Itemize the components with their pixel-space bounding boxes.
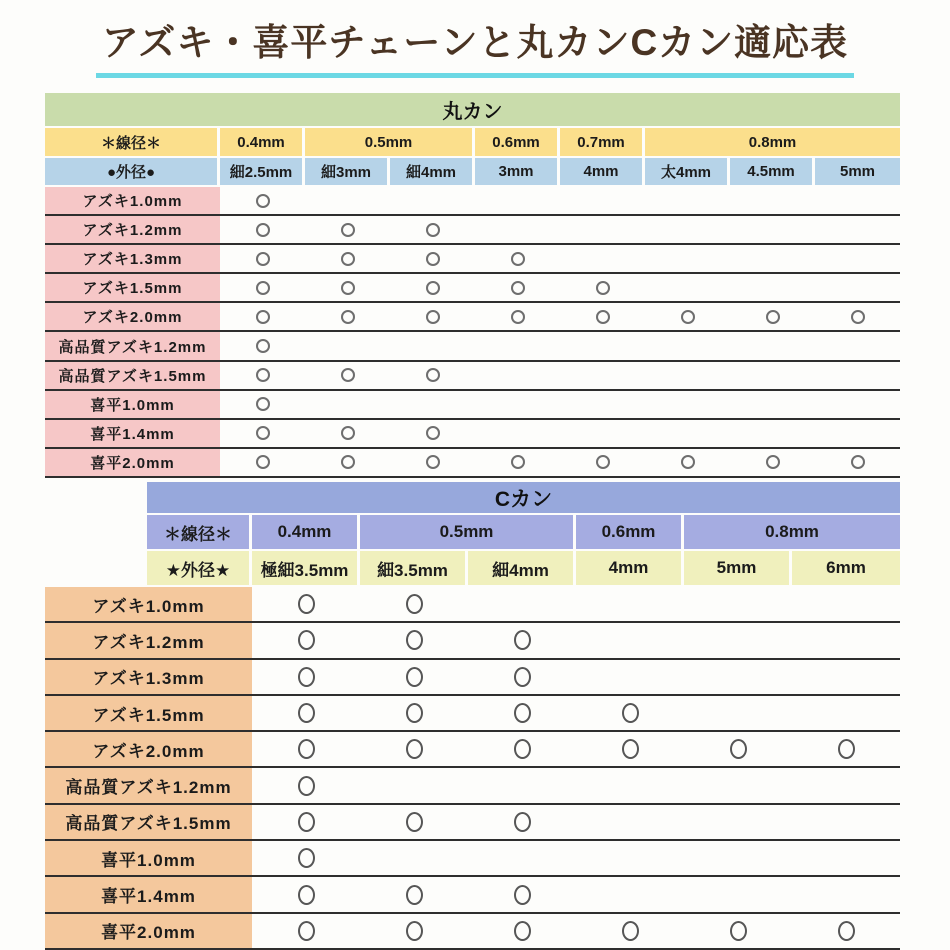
compat-cell (576, 660, 684, 694)
compatible-circle-icon (426, 368, 440, 382)
row-label: 高品質アズキ1.5mm (45, 362, 220, 389)
compatible-circle-icon (426, 310, 440, 324)
table-row (45, 805, 900, 841)
compat-cell (560, 303, 645, 330)
compat-cell (360, 877, 468, 911)
compat-cell (730, 332, 815, 359)
wire-size-cell: 0.4mm (220, 128, 305, 156)
table-row (45, 696, 900, 732)
compat-cell (730, 420, 815, 447)
table-row (45, 245, 900, 274)
compat-cell (468, 696, 576, 730)
compat-cell (360, 732, 468, 766)
compatible-circle-icon (256, 223, 270, 237)
compat-cell (792, 805, 900, 839)
compat-cell (684, 877, 792, 911)
compat-cell (645, 303, 730, 330)
compatible-circle-icon (426, 426, 440, 440)
compat-cell (390, 332, 475, 359)
compatible-circle-icon (838, 739, 855, 759)
compatible-circle-icon (298, 630, 315, 650)
compat-cell (792, 732, 900, 766)
row-label: アズキ1.2mm (45, 623, 252, 657)
compat-cell (815, 216, 900, 243)
compat-cell (560, 274, 645, 301)
compat-cell (815, 362, 900, 389)
compat-cell (560, 420, 645, 447)
compat-cell (475, 449, 560, 476)
compat-cell (360, 805, 468, 839)
compat-cell (560, 187, 645, 214)
row-label: アズキ1.5mm (45, 274, 220, 301)
compatible-circle-icon (406, 630, 423, 650)
compatible-circle-icon (596, 455, 610, 469)
compatible-circle-icon (622, 921, 639, 941)
row-label: アズキ1.3mm (45, 660, 252, 694)
compat-cell (815, 420, 900, 447)
compatible-circle-icon (838, 921, 855, 941)
compat-cell (360, 623, 468, 657)
compat-cell (815, 274, 900, 301)
row-label: 喜平2.0mm (45, 449, 220, 476)
row-label: 喜平1.0mm (45, 841, 252, 875)
compat-cell (730, 274, 815, 301)
compat-cell (360, 587, 468, 621)
compat-cell (305, 274, 390, 301)
row-label: アズキ1.0mm (45, 187, 220, 214)
compat-cell (730, 449, 815, 476)
compat-cell (792, 914, 900, 948)
compat-cell (645, 332, 730, 359)
row-label: 高品質アズキ1.2mm (45, 768, 252, 802)
compat-cell (684, 732, 792, 766)
compat-cell (475, 216, 560, 243)
compatible-circle-icon (511, 310, 525, 324)
compat-cell (305, 245, 390, 272)
compatible-circle-icon (511, 252, 525, 266)
row-label: 高品質アズキ1.5mm (45, 805, 252, 839)
table-row (45, 420, 900, 449)
compatible-circle-icon (256, 252, 270, 266)
od-size-cell: 4.5mm (730, 158, 815, 185)
compat-cell (684, 587, 792, 621)
row-label: 喜平2.0mm (45, 914, 252, 948)
compat-cell (576, 877, 684, 911)
table-row (45, 274, 900, 303)
compatible-circle-icon (730, 921, 747, 941)
compat-cell (792, 660, 900, 694)
compat-cell (220, 332, 305, 359)
compatible-circle-icon (511, 281, 525, 295)
od-size-cell: 5mm (815, 158, 900, 185)
compat-cell (475, 187, 560, 214)
row-label: アズキ1.0mm (45, 587, 252, 621)
compat-cell (305, 332, 390, 359)
table-row (45, 660, 900, 696)
compat-cell (792, 877, 900, 911)
compat-cell (390, 274, 475, 301)
compatible-circle-icon (406, 812, 423, 832)
compat-cell (475, 303, 560, 330)
compat-cell (684, 696, 792, 730)
row-label: アズキ2.0mm (45, 303, 220, 330)
outer-diameter-header-row (147, 551, 900, 587)
compat-cell (360, 841, 468, 875)
compat-cell (252, 914, 360, 948)
table-title: Cカン (147, 482, 900, 515)
compatible-circle-icon (298, 848, 315, 868)
compat-cell (475, 391, 560, 418)
compat-cell (252, 587, 360, 621)
od-size-cell: 細4mm (390, 158, 475, 185)
compat-cell (576, 623, 684, 657)
compatible-circle-icon (341, 252, 355, 266)
table-row (45, 914, 900, 950)
compat-cell (475, 362, 560, 389)
compat-cell (220, 362, 305, 389)
compatible-circle-icon (511, 455, 525, 469)
compat-cell (645, 216, 730, 243)
compatible-circle-icon (341, 368, 355, 382)
compat-cell (390, 303, 475, 330)
compatible-circle-icon (298, 703, 315, 723)
table-row (45, 449, 900, 478)
compat-cell (252, 768, 360, 802)
compat-cell (220, 216, 305, 243)
compat-cell (730, 216, 815, 243)
compat-cell (390, 362, 475, 389)
row-label: アズキ1.2mm (45, 216, 220, 243)
compatible-circle-icon (766, 455, 780, 469)
compatible-circle-icon (406, 885, 423, 905)
compatible-circle-icon (766, 310, 780, 324)
od-header-label: ★外径★ (147, 551, 252, 585)
compat-cell (468, 805, 576, 839)
compat-cell (468, 768, 576, 802)
compat-cell (576, 914, 684, 948)
table-row (45, 187, 900, 216)
row-label: アズキ1.5mm (45, 696, 252, 730)
compatible-circle-icon (406, 703, 423, 723)
compat-cell (390, 420, 475, 447)
row-label: アズキ2.0mm (45, 732, 252, 766)
compat-cell (360, 768, 468, 802)
compat-cell (390, 245, 475, 272)
compatible-circle-icon (406, 739, 423, 759)
wire-size-cell: 0.8mm (684, 515, 900, 549)
compat-cell (475, 332, 560, 359)
compat-cell (815, 245, 900, 272)
compatible-circle-icon (730, 739, 747, 759)
table-row (45, 623, 900, 659)
compat-cell (815, 391, 900, 418)
compat-cell (305, 362, 390, 389)
compatible-circle-icon (298, 739, 315, 759)
compat-cell (576, 805, 684, 839)
compat-cell (576, 841, 684, 875)
table-row (45, 362, 900, 391)
compatible-circle-icon (426, 455, 440, 469)
compat-cell (475, 245, 560, 272)
compatible-circle-icon (514, 630, 531, 650)
od-size-cell: 太4mm (645, 158, 730, 185)
compat-cell (576, 768, 684, 802)
compat-cell (252, 805, 360, 839)
compat-cell (815, 449, 900, 476)
compat-cell (730, 303, 815, 330)
compat-cell (684, 768, 792, 802)
compatible-circle-icon (681, 455, 695, 469)
compat-cell (220, 449, 305, 476)
compat-cell (360, 660, 468, 694)
compat-cell (220, 187, 305, 214)
compatible-circle-icon (406, 594, 423, 614)
compat-cell (645, 449, 730, 476)
wire-size-cell: 0.6mm (475, 128, 560, 156)
compatible-circle-icon (681, 310, 695, 324)
compat-cell (252, 841, 360, 875)
od-size-cell: 細2.5mm (220, 158, 305, 185)
compatible-circle-icon (298, 776, 315, 796)
marukan-table (45, 93, 900, 478)
compatible-circle-icon (514, 885, 531, 905)
compat-cell (475, 420, 560, 447)
compatible-circle-icon (256, 281, 270, 295)
compatible-circle-icon (298, 921, 315, 941)
compat-cell (730, 362, 815, 389)
compat-cell (468, 841, 576, 875)
compatible-circle-icon (622, 739, 639, 759)
compat-cell (305, 187, 390, 214)
compat-cell (645, 187, 730, 214)
compat-cell (390, 187, 475, 214)
compat-cell (220, 303, 305, 330)
compatible-circle-icon (514, 812, 531, 832)
compat-cell (815, 303, 900, 330)
ckan-table (45, 482, 900, 950)
compat-cell (645, 245, 730, 272)
compatible-circle-icon (596, 310, 610, 324)
compat-cell (560, 216, 645, 243)
od-size-cell: 4mm (576, 551, 684, 585)
compat-cell (684, 660, 792, 694)
page-title: アズキ・喜平チェーンと丸カンCカン適応表 (96, 12, 854, 78)
compat-cell (730, 391, 815, 418)
compat-cell (730, 245, 815, 272)
compat-cell (305, 420, 390, 447)
compatible-circle-icon (341, 223, 355, 237)
compatible-circle-icon (851, 455, 865, 469)
compat-cell (792, 587, 900, 621)
compatible-circle-icon (851, 310, 865, 324)
wire-header-label: ＊線径＊ (45, 128, 220, 156)
compatible-circle-icon (256, 397, 270, 411)
compatible-circle-icon (514, 739, 531, 759)
compat-cell (792, 696, 900, 730)
compat-cell (360, 914, 468, 948)
compat-cell (560, 332, 645, 359)
compatible-circle-icon (514, 703, 531, 723)
compat-cell (576, 732, 684, 766)
table-row (45, 303, 900, 332)
compat-cell (684, 914, 792, 948)
outer-diameter-header-row (45, 158, 900, 187)
compat-cell (468, 914, 576, 948)
compat-cell (468, 660, 576, 694)
compat-cell (560, 362, 645, 389)
od-size-cell: 3mm (475, 158, 560, 185)
compat-cell (220, 420, 305, 447)
compatible-circle-icon (298, 812, 315, 832)
compatible-circle-icon (256, 339, 270, 353)
compat-cell (475, 274, 560, 301)
compat-cell (305, 449, 390, 476)
compat-cell (792, 768, 900, 802)
compat-cell (252, 696, 360, 730)
compatible-circle-icon (406, 921, 423, 941)
table-title: 丸カン (45, 93, 900, 128)
table-row (45, 216, 900, 245)
compat-cell (815, 187, 900, 214)
compat-cell (390, 216, 475, 243)
row-label: 喜平1.4mm (45, 420, 220, 447)
compat-cell (560, 245, 645, 272)
compat-cell (252, 732, 360, 766)
compatible-circle-icon (341, 310, 355, 324)
compat-cell (576, 696, 684, 730)
table-row (45, 768, 900, 804)
compat-cell (220, 245, 305, 272)
compat-cell (305, 216, 390, 243)
compatible-circle-icon (256, 368, 270, 382)
table-row (45, 587, 900, 623)
compat-cell (730, 187, 815, 214)
compat-cell (645, 362, 730, 389)
compatible-circle-icon (426, 252, 440, 266)
compat-cell (220, 391, 305, 418)
row-label: 喜平1.0mm (45, 391, 220, 418)
compat-cell (220, 274, 305, 301)
compat-cell (684, 623, 792, 657)
compat-cell (360, 696, 468, 730)
compatible-circle-icon (298, 885, 315, 905)
od-size-cell: 6mm (792, 551, 900, 585)
compat-cell (684, 805, 792, 839)
table-row (45, 841, 900, 877)
wire-size-cell: 0.6mm (576, 515, 684, 549)
compat-cell (560, 449, 645, 476)
compatible-circle-icon (341, 455, 355, 469)
compatible-circle-icon (341, 426, 355, 440)
compatible-circle-icon (341, 281, 355, 295)
table-body (45, 587, 900, 950)
compat-cell (468, 623, 576, 657)
compat-cell (390, 391, 475, 418)
compatible-circle-icon (622, 703, 639, 723)
compatible-circle-icon (426, 281, 440, 295)
compat-cell (792, 623, 900, 657)
compat-cell (792, 841, 900, 875)
compatible-circle-icon (298, 667, 315, 687)
compatible-circle-icon (256, 455, 270, 469)
compatible-circle-icon (298, 594, 315, 614)
compat-cell (645, 420, 730, 447)
wire-diameter-header-row (45, 128, 900, 158)
compat-cell (645, 391, 730, 418)
compatible-circle-icon (256, 194, 270, 208)
table-body (45, 187, 900, 478)
compat-cell (684, 841, 792, 875)
compat-cell (815, 332, 900, 359)
compatible-circle-icon (256, 310, 270, 324)
od-size-cell: 細4mm (468, 551, 576, 585)
row-label: 喜平1.4mm (45, 877, 252, 911)
compatible-circle-icon (426, 223, 440, 237)
compat-cell (305, 303, 390, 330)
compat-cell (468, 877, 576, 911)
wire-size-cell: 0.5mm (360, 515, 576, 549)
table-row (45, 332, 900, 361)
compat-cell (252, 877, 360, 911)
title-bar (0, 12, 950, 78)
od-header-label: ●外径● (45, 158, 220, 185)
compatible-circle-icon (406, 667, 423, 687)
row-label: 高品質アズキ1.2mm (45, 332, 220, 359)
compat-cell (390, 449, 475, 476)
compatible-circle-icon (514, 921, 531, 941)
od-size-cell: 4mm (560, 158, 645, 185)
compat-cell (645, 274, 730, 301)
compatible-circle-icon (256, 426, 270, 440)
od-size-cell: 細3.5mm (360, 551, 468, 585)
row-label: アズキ1.3mm (45, 245, 220, 272)
compat-cell (252, 623, 360, 657)
od-size-cell: 5mm (684, 551, 792, 585)
table-row (45, 877, 900, 913)
od-size-cell: 極細3.5mm (252, 551, 360, 585)
compat-cell (468, 587, 576, 621)
wire-size-cell: 0.5mm (305, 128, 475, 156)
wire-diameter-header-row (147, 515, 900, 551)
compat-cell (252, 660, 360, 694)
compat-cell (468, 732, 576, 766)
compatible-circle-icon (514, 667, 531, 687)
wire-size-cell: 0.7mm (560, 128, 645, 156)
compat-cell (305, 391, 390, 418)
compatible-circle-icon (596, 281, 610, 295)
compat-cell (560, 391, 645, 418)
od-size-cell: 細3mm (305, 158, 390, 185)
table-row (45, 391, 900, 420)
wire-size-cell: 0.4mm (252, 515, 360, 549)
wire-header-label: ＊線径＊ (147, 515, 252, 549)
compat-cell (576, 587, 684, 621)
wire-size-cell: 0.8mm (645, 128, 900, 156)
table-row (45, 732, 900, 768)
